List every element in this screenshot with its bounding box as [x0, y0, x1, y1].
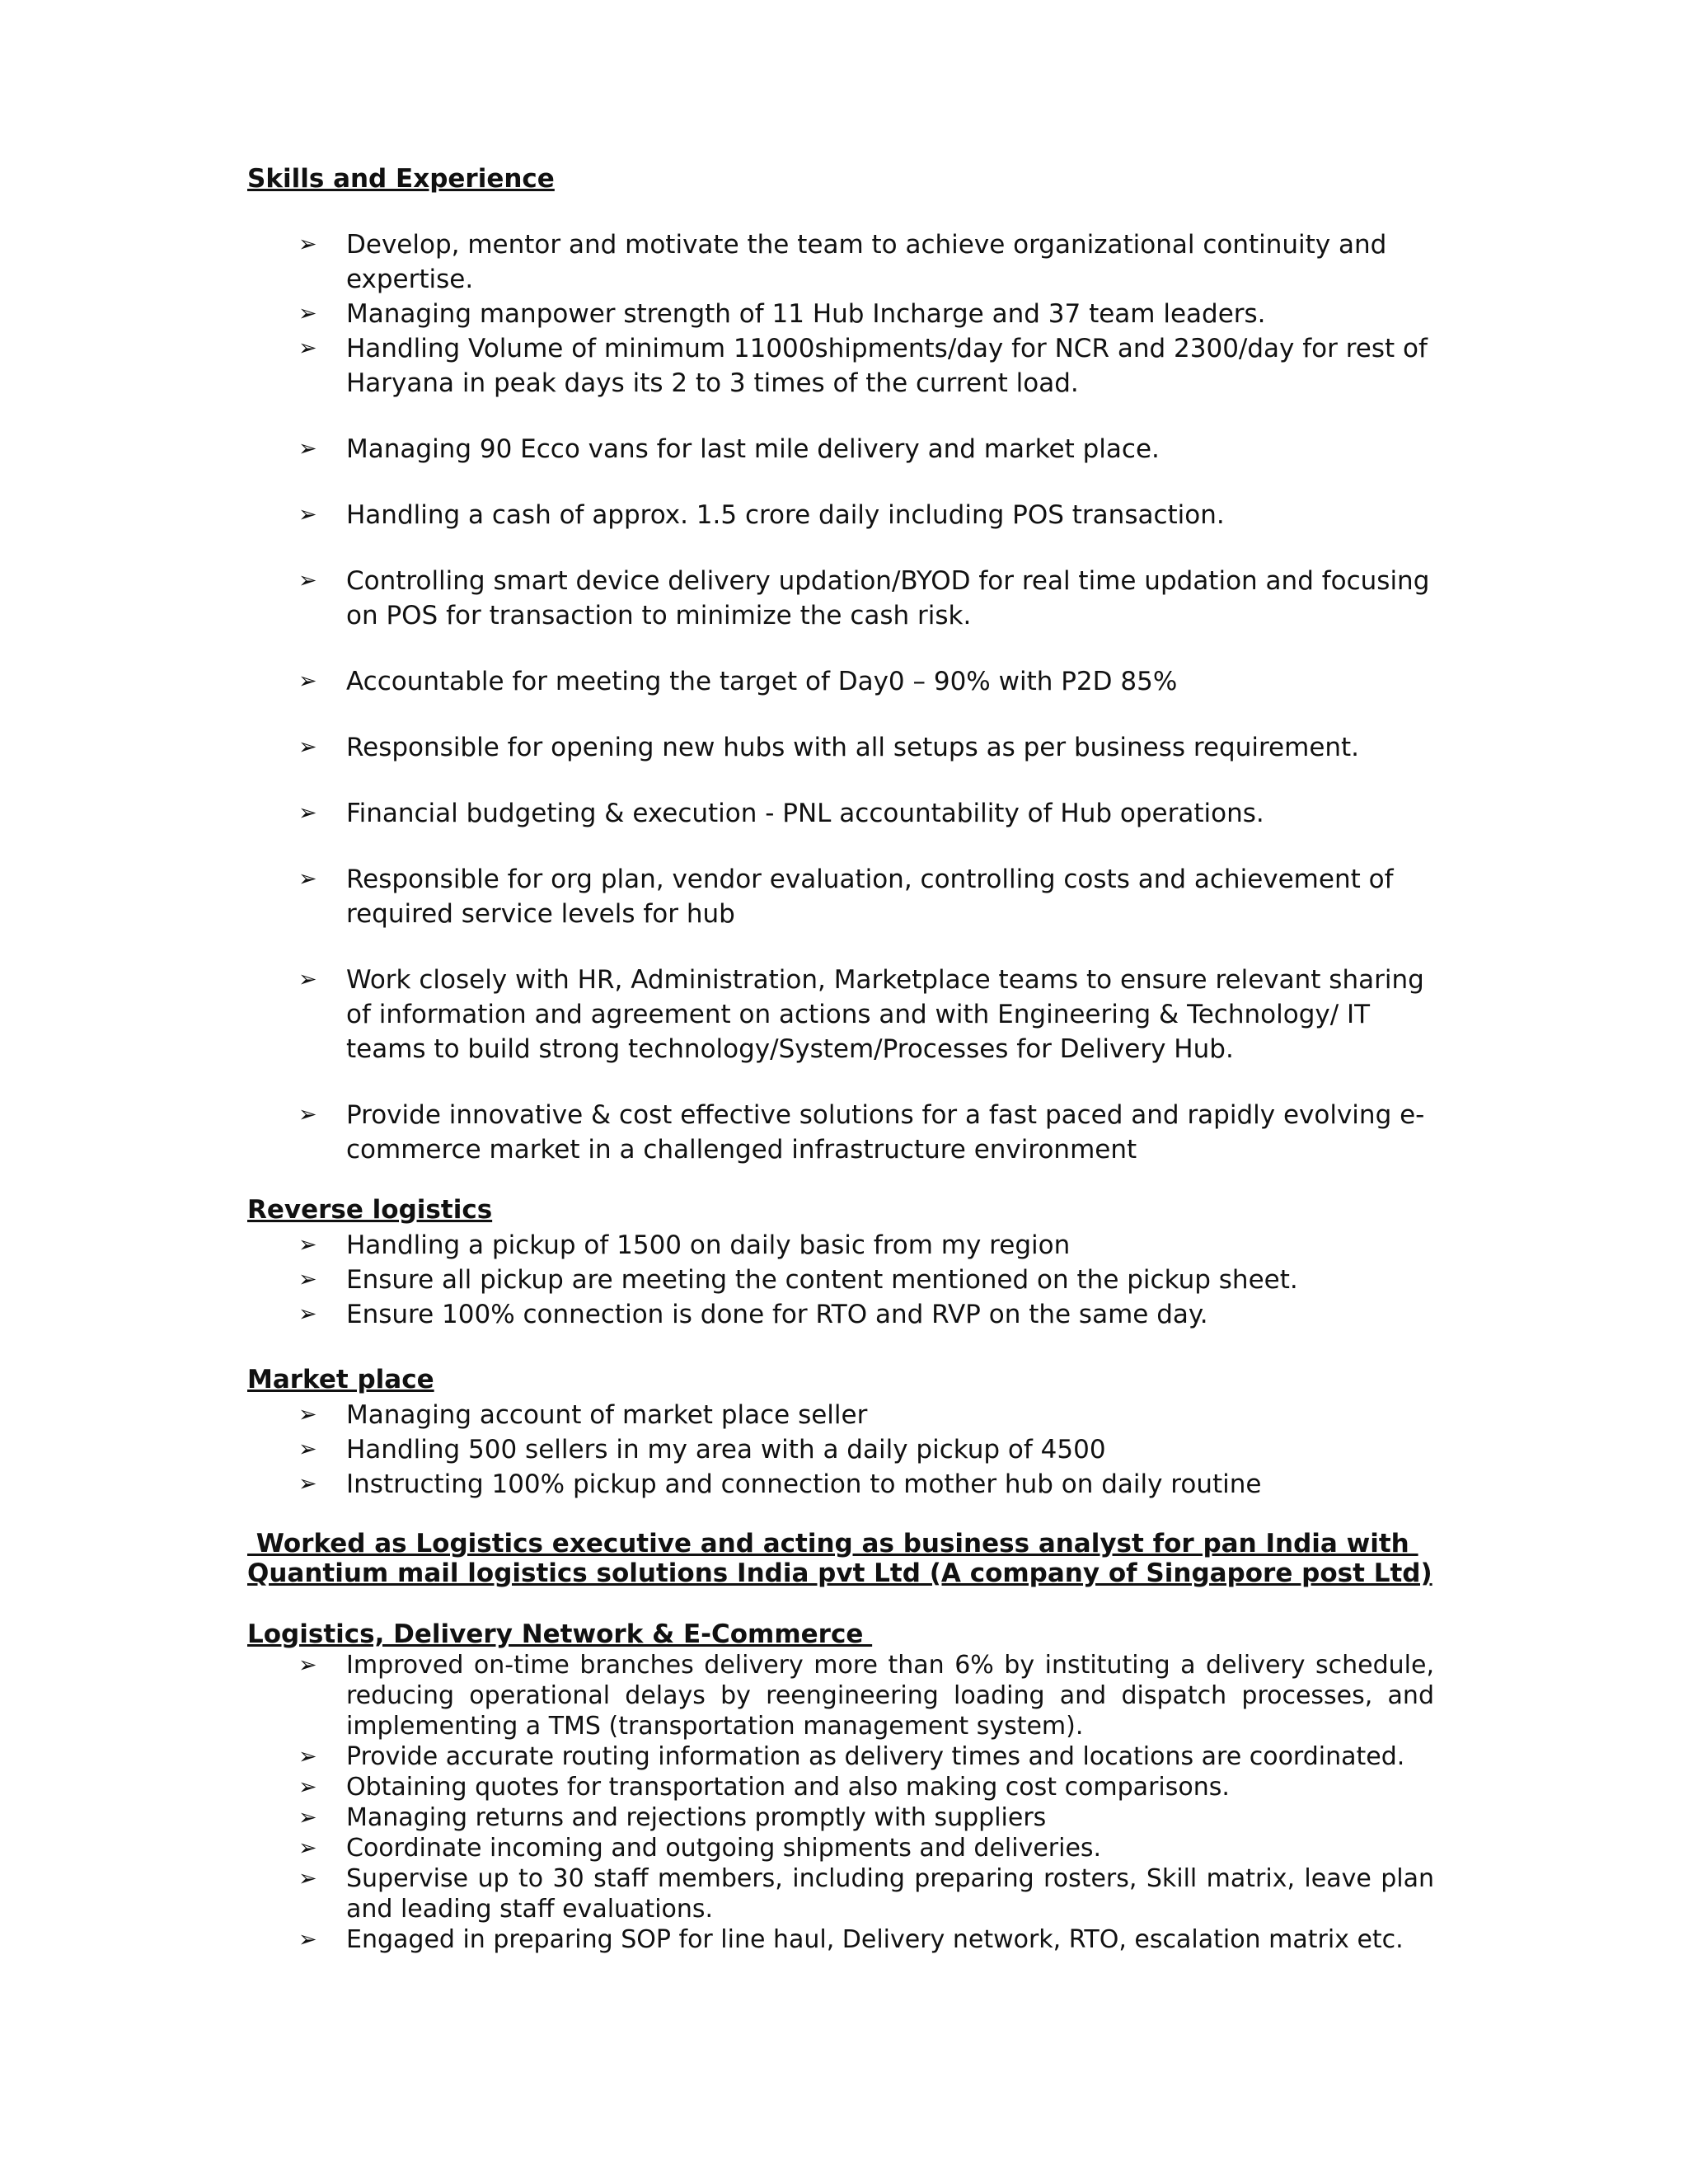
list-item: ➢ Managing 90 Ecco vans for last mile delivery and market place. — [247, 432, 1434, 466]
arrow-bullet-icon: ➢ — [298, 1102, 317, 1127]
list-item: ➢ Managing account of market place seller — [247, 1398, 1434, 1432]
arrow-bullet-icon: ➢ — [298, 1835, 317, 1861]
list-item: ➢ Supervise up to 30 staff members, including preparing rosters, Skill matrix, leave plan and leading staff evaluations. — [298, 1864, 1434, 1924]
list-item: ➢ Instructing 100% pickup and connection to mother hub on daily routine — [247, 1467, 1434, 1502]
arrow-bullet-icon: ➢ — [298, 1232, 317, 1258]
arrow-bullet-icon: ➢ — [298, 967, 317, 992]
arrow-bullet-icon: ➢ — [298, 1267, 317, 1292]
arrow-bullet-icon: ➢ — [298, 866, 317, 892]
arrow-bullet-icon: ➢ — [298, 232, 317, 257]
skills-list — [247, 227, 1434, 1167]
market-place-list — [247, 1398, 1434, 1502]
arrow-bullet-icon: ➢ — [298, 1436, 317, 1462]
list-item: ➢ Managing manpower strength of 11 Hub Incharge and 37 team leaders. — [247, 297, 1434, 331]
arrow-bullet-icon: ➢ — [298, 668, 317, 694]
arrow-bullet-icon: ➢ — [298, 1471, 317, 1497]
list-item: ➢ Provide accurate routing information as delivery times and locations are coordinated. — [298, 1742, 1405, 1771]
section-heading-logistics: Logistics, Delivery Network & E-Commerce — [247, 1619, 873, 1649]
list-item: ➢ Ensure all pickup are meeting the content mentioned on the pickup sheet. — [247, 1263, 1434, 1297]
list-item: ➢ Handling 500 sellers in my area with a daily pickup of 4500 — [247, 1432, 1434, 1467]
list-item: ➢ Provide innovative & cost effective solutions for a fast paced and rapidly evolving e-commerce market in a challenged infrastructure environment — [247, 1098, 1434, 1167]
job-title-line-1: Worked as Logistics executive and acting as business analyst for pan India with — [247, 1529, 1418, 1558]
list-item: ➢ Handling Volume of minimum 11000shipments/day for NCR and 2300/day for rest of Haryana in peak days its 2 to 3 times of the current load. — [247, 331, 1434, 401]
list-item: ➢ Obtaining quotes for transportation and also making cost comparisons. — [298, 1773, 1230, 1802]
arrow-bullet-icon: ➢ — [298, 1744, 317, 1769]
arrow-bullet-icon: ➢ — [298, 335, 317, 361]
list-item: ➢ Controlling smart device delivery updation/BYOD for real time updation and focusing on POS for transaction to minimize the cash risk. — [247, 564, 1434, 633]
list-item: ➢ Managing returns and rejections promptly with suppliers — [298, 1803, 1047, 1832]
list-item: ➢ Improved on-time branches delivery more than 6% by instituting a delivery schedule, reducing operational delays by reengineering loading and dispatch processes, and implementing a TMS (transportation management system). — [298, 1651, 1434, 1741]
logistics-list — [247, 1650, 1434, 1955]
section-heading-skills: Skills and Experience — [247, 164, 555, 194]
job-title-line-2: Quantium mail logistics solutions India pvt Ltd (A company of Singapore post Ltd) — [247, 1558, 1432, 1588]
list-item: ➢ Work closely with HR, Administration, Marketplace teams to ensure relevant sharing of information and agreement on actions and with Engineering & Technology/ IT teams to build strong technology/System/Processes for Delivery Hub. — [247, 963, 1434, 1066]
arrow-bullet-icon: ➢ — [298, 1301, 317, 1327]
list-item: ➢ Ensure 100% connection is done for RTO and RVP on the same day. — [247, 1297, 1434, 1332]
list-item: ➢ Develop, mentor and motivate the team to achieve organizational continuity and expertise. — [247, 227, 1434, 297]
arrow-bullet-icon: ➢ — [298, 502, 317, 527]
arrow-bullet-icon: ➢ — [298, 1774, 317, 1800]
arrow-bullet-icon: ➢ — [298, 301, 317, 326]
arrow-bullet-icon: ➢ — [298, 1805, 317, 1830]
arrow-bullet-icon: ➢ — [298, 1866, 317, 1891]
list-item: ➢ Responsible for opening new hubs with all setups as per business requirement. — [247, 730, 1434, 765]
arrow-bullet-icon: ➢ — [298, 1652, 317, 1678]
arrow-bullet-icon: ➢ — [298, 800, 317, 826]
reverse-logistics-list — [247, 1228, 1434, 1332]
list-item: ➢ Handling a cash of approx. 1.5 crore daily including POS transaction. — [247, 498, 1434, 532]
list-item: ➢ Financial budgeting & execution - PNL accountability of Hub operations. — [247, 796, 1434, 831]
list-item: ➢ Handling a pickup of 1500 on daily basic from my region — [247, 1228, 1434, 1263]
section-heading-reverse-logistics: Reverse logistics — [247, 1195, 493, 1225]
arrow-bullet-icon: ➢ — [298, 734, 317, 760]
arrow-bullet-icon: ➢ — [298, 436, 317, 462]
arrow-bullet-icon: ➢ — [298, 568, 317, 593]
list-item: ➢ Accountable for meeting the target of Day0 – 90% with P2D 85% — [247, 664, 1434, 699]
list-item: ➢ Responsible for org plan, vendor evaluation, controlling costs and achievement of required service levels for hub — [247, 862, 1434, 931]
list-item: ➢ Coordinate incoming and outgoing shipments and deliveries. — [298, 1834, 1102, 1863]
section-heading-market-place: Market place — [247, 1365, 434, 1394]
list-item: ➢ Engaged in preparing SOP for line haul, Delivery network, RTO, escalation matrix etc. — [298, 1925, 1404, 1954]
arrow-bullet-icon: ➢ — [298, 1402, 317, 1427]
arrow-bullet-icon: ➢ — [298, 1927, 317, 1952]
